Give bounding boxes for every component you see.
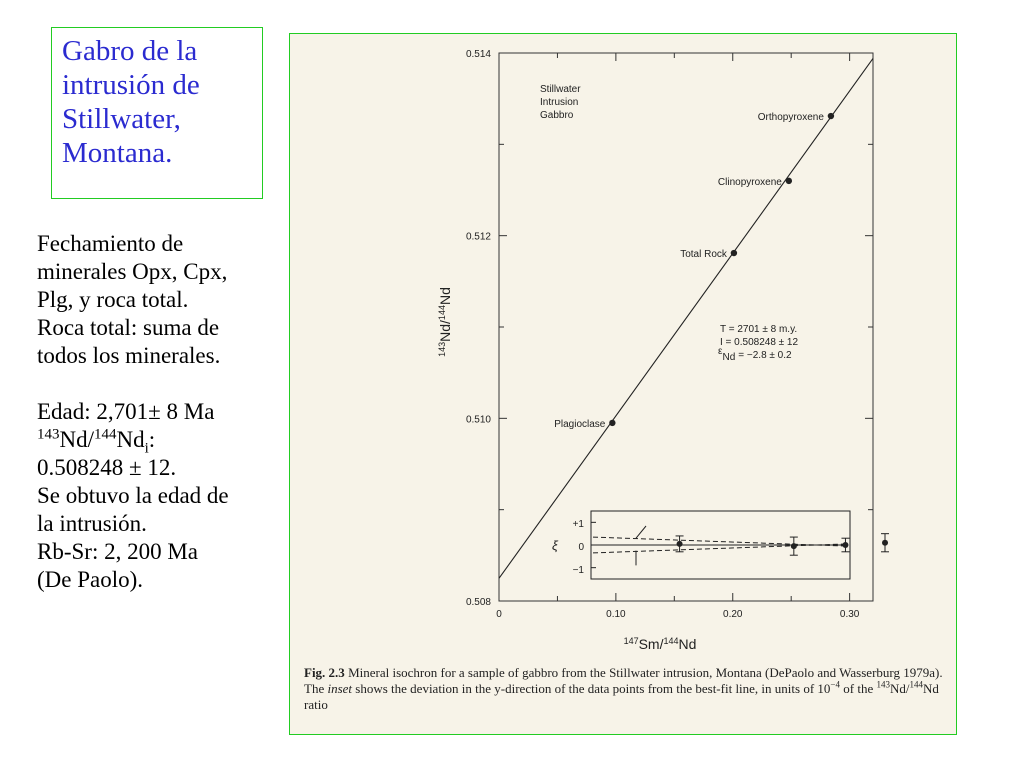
notes-line-1: Fechamiento de bbox=[37, 231, 184, 256]
inset-point bbox=[842, 542, 848, 548]
notes-line-5: todos los minerales. bbox=[37, 343, 221, 368]
stillwater-label-1: Stillwater bbox=[540, 84, 581, 95]
notes-ratio bbox=[37, 426, 287, 457]
caption-italic: inset bbox=[327, 681, 353, 696]
inset-tick-0: 0 bbox=[578, 542, 584, 553]
point-label-plagioclase: Plagioclase bbox=[554, 418, 606, 430]
caption-text-1: Mineral isochron for a sample of gabbro from the Stillwater intrusion, Montana (DePaolo and Wasserburg 1979a). The bbox=[304, 665, 943, 696]
inset-point bbox=[882, 540, 888, 546]
x-axis-label: $^{147}$Sm/$^{144}$Nd bbox=[623, 636, 697, 652]
inset-y-label: ξ bbox=[552, 538, 558, 553]
point-label-orthopyroxene: Orthopyroxene bbox=[757, 112, 824, 124]
point-label-total-rock: Total Rock bbox=[680, 249, 727, 261]
caption-sup-144: 144 bbox=[909, 679, 923, 690]
stats-epsilon: εNd = −2.8 ± 0.2 bbox=[718, 346, 792, 363]
notes-ref: (De Paolo). bbox=[37, 567, 144, 592]
inset-point bbox=[791, 543, 797, 549]
y-tick-label: 0.510 bbox=[465, 414, 491, 426]
data-point-orthopyroxene bbox=[828, 113, 834, 119]
figure-caption bbox=[304, 665, 944, 713]
data-point-total-rock bbox=[731, 250, 737, 256]
x-tick-label: 0 bbox=[496, 609, 502, 620]
caption-text-3: of the bbox=[840, 681, 877, 696]
inset-tick-minus1: −1 bbox=[572, 565, 584, 576]
x-tick-label: 0.20 bbox=[723, 609, 743, 620]
isochron-fit-line bbox=[499, 58, 873, 578]
point-label-clinopyroxene: Clinopyroxene bbox=[717, 176, 782, 188]
slide-title-box bbox=[51, 27, 263, 199]
notes-line-3: Plg, y roca total. bbox=[37, 287, 189, 312]
y-tick-label: 0.514 bbox=[465, 49, 491, 60]
notes-line-4: Roca total: suma de bbox=[37, 315, 220, 340]
ratio-sub-i: i bbox=[144, 440, 149, 457]
stillwater-label-3: Gabbro bbox=[540, 110, 574, 121]
x-tick-label: 0.30 bbox=[839, 609, 860, 620]
ratio-nd: Nd/ bbox=[59, 427, 94, 452]
slide-title: Gabro de la intrusión de Stillwater, Montana. bbox=[62, 35, 200, 169]
caption-exp: −4 bbox=[830, 679, 840, 690]
stats-age: T = 2701 ± 8 m.y. bbox=[720, 324, 798, 335]
isochron-figure bbox=[289, 33, 957, 735]
y-tick-label: 0.508 bbox=[465, 597, 491, 608]
stillwater-label-2: Intrusion bbox=[540, 97, 579, 108]
caption-text-5: Nd ratio bbox=[304, 681, 939, 712]
caption-fig-label: Fig. 2.3 bbox=[304, 665, 345, 680]
notes-age: Edad: 2,701± 8 Ma bbox=[37, 399, 215, 424]
notes-line-7: la intrusión. bbox=[37, 511, 147, 536]
notes-line-6: Se obtuvo la edad de bbox=[37, 483, 229, 508]
ratio-sup-144: 144 bbox=[94, 426, 117, 443]
caption-sup-143: 143 bbox=[876, 679, 890, 690]
data-point-clinopyroxene bbox=[786, 178, 792, 184]
ratio-nd-2: Nd bbox=[116, 427, 145, 452]
ratio-colon: : bbox=[148, 427, 156, 452]
inset-tick-plus1: +1 bbox=[572, 519, 584, 530]
data-point-plagioclase bbox=[609, 420, 615, 426]
caption-text-2: shows the deviation in the y-direction of the data points from the best-fit line, in units of 10 bbox=[352, 681, 831, 696]
notes-line-2: minerales Opx, Cpx, bbox=[37, 259, 228, 284]
notes-ratio-value: 0.508248 ± 12. bbox=[37, 455, 177, 480]
isochron-chart bbox=[290, 34, 956, 659]
inset-point bbox=[677, 541, 683, 547]
stats-initial: I = 0.508248 ± 12 bbox=[720, 337, 799, 348]
ratio-sup-143: 143 bbox=[37, 426, 60, 443]
slide-notes bbox=[37, 230, 287, 594]
notes-rbsr: Rb-Sr: 2, 200 Ma bbox=[37, 539, 198, 564]
x-tick-label: 0.10 bbox=[606, 609, 626, 620]
caption-text-4: Nd/ bbox=[889, 681, 910, 696]
y-tick-label: 0.512 bbox=[465, 231, 491, 243]
y-axis-label: $^{143}$Nd/$^{144}$Nd bbox=[437, 287, 453, 357]
